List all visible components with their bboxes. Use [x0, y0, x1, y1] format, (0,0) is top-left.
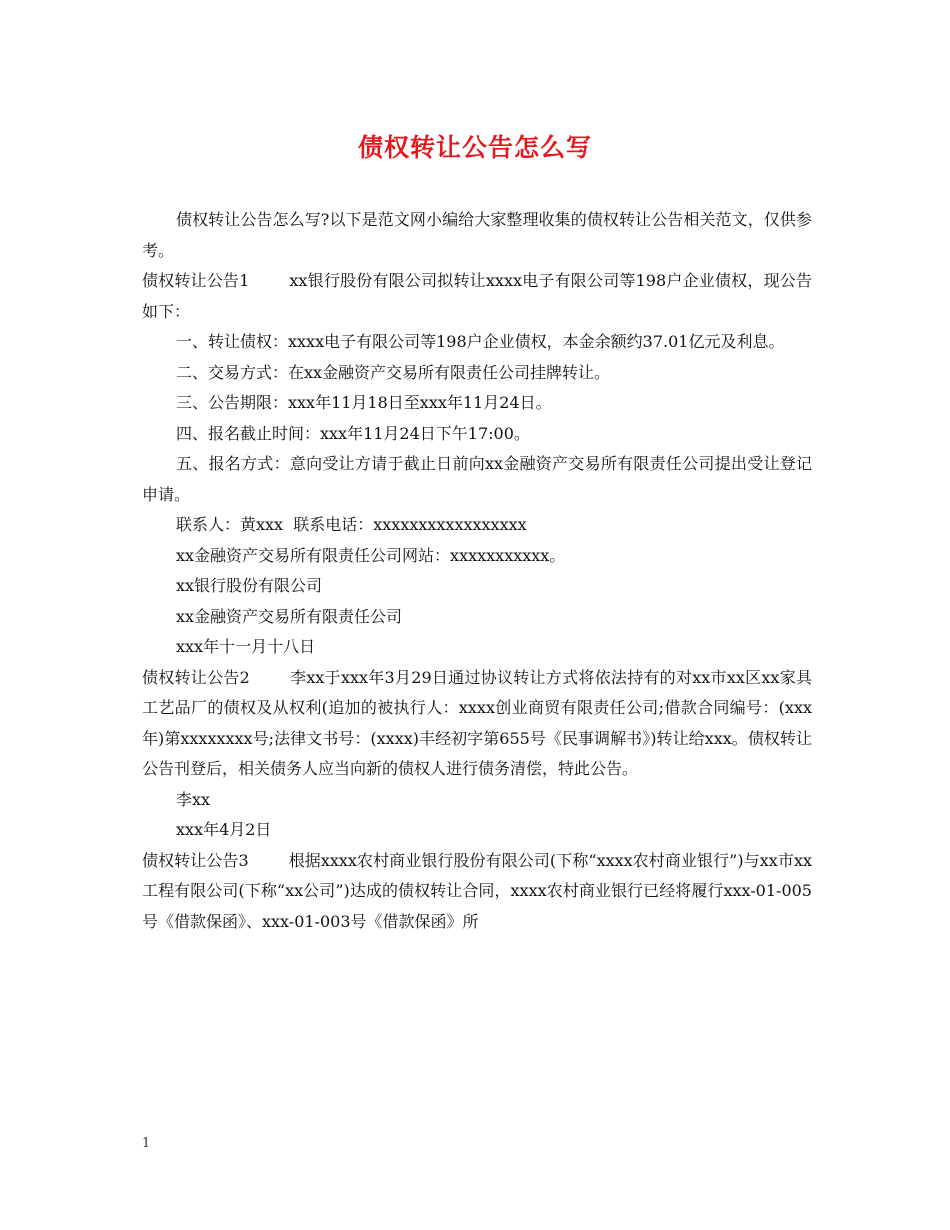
notice-3-lead: 根据xxxx农村商业银行股份有限公司(下称“xxxx农村商业银行”)与xx市xx工程有限公司(下称“xx公司”)达成的债权转让合同，xxxx农村商业银行已经将履行xxx-01-005号《借款保函》、xxx-01-003号《借款保函》所 — [142, 850, 812, 931]
notice-3-heading: 债权转让公告3 — [142, 850, 249, 870]
notice-3-lead-paragraph — [142, 846, 812, 938]
document-body — [142, 205, 812, 937]
page-number: 1 — [142, 1136, 151, 1151]
notice-2-date: xxx年4月2日 — [176, 820, 272, 839]
notice-2-lead: 李xx于xxx年3月29日通过协议转让方式将依法持有的对xx市xx区xx家具工艺品厂的债权及从权利(追加的被执行人：xxxx创业商贸有限责任公司;借款合同编号：(xxx年)第xxxxxxxx号;法律文书号：(xxxx)丰经初字第655号《民事调解书》)转让给xxx。债权转让公告刊登后，相关债务人应当向新的债权人进行债务清偿，特此公告。 — [142, 667, 812, 778]
notice-1-contact: 联系人：黄xxx 联系电话：xxxxxxxxxxxxxxxxx — [176, 515, 527, 534]
notice-1-item-3: 三、公告期限：xxx年11月18日至xxx年11月24日。 — [176, 393, 552, 412]
notice-1-signer-1: xx银行股份有限公司 — [176, 576, 323, 595]
notice-1-item-5: 五、报名方式：意向受让方请于截止日前向xx金融资产交易所有限责任公司提出受让登记申请。 — [142, 454, 812, 504]
notice-2-lead-paragraph — [142, 663, 812, 785]
notice-2-signer: 李xx — [176, 789, 211, 809]
intro-paragraph: 债权转让公告怎么写?以下是范文网小编给大家整理收集的债权转让公告相关范文，仅供参考。 — [142, 210, 812, 260]
notice-1-signer-2: xx金融资产交易所有限责任公司 — [176, 606, 403, 626]
notice-2-heading: 债权转让公告2 — [142, 667, 250, 687]
notice-1-heading: 债权转让公告1 — [142, 271, 250, 290]
notice-1-website: xx金融资产交易所有限责任公司网站：xxxxxxxxxxx。 — [176, 545, 566, 565]
page-title: 债权转让公告怎么写 — [357, 133, 592, 162]
notice-1-item-1: 一、转让债权：xxxx电子有限公司等198户企业债权，本金余额约37.01亿元及利息。 — [176, 332, 785, 351]
notice-1-lead-paragraph — [142, 266, 812, 327]
notice-1-item-4: 四、报名截止时间：xxx年11月24日下午17:00。 — [176, 423, 530, 443]
notice-1-item-2: 二、交易方式：在xx金融资产交易所有限责任公司挂牌转让。 — [176, 362, 611, 382]
notice-1-date: xxx年十一月十八日 — [176, 637, 316, 656]
notice-1-lead: xx银行股份有限公司拟转让xxxx电子有限公司等198户企业债权，现公告如下： — [142, 271, 812, 321]
